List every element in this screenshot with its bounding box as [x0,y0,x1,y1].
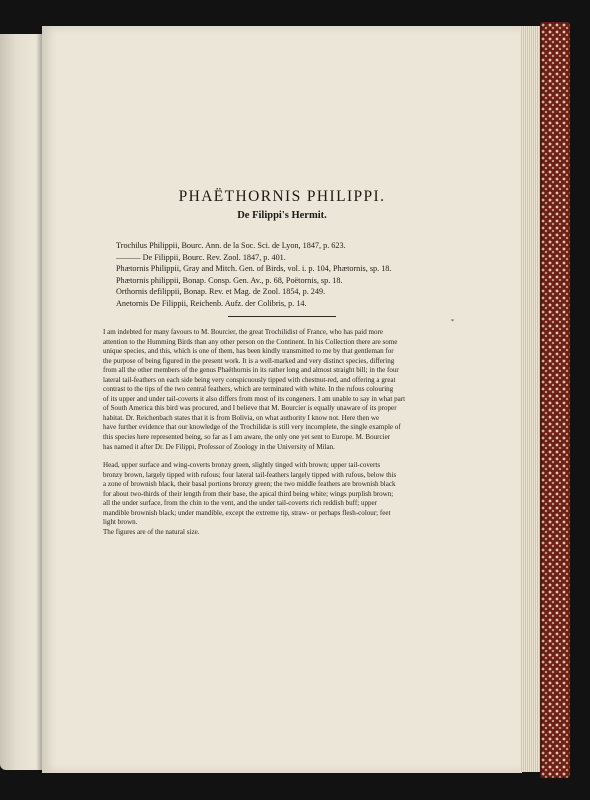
text-line: lateral tail-feathers on each side being very conspicuously tipped with chestnut-red, and offering a great [103,375,396,384]
text-line: contrast to the tips of the two central feathers, which are terminated with white. In the rufous colouring [103,385,394,394]
text-line: attention to the Humming Birds than any other person on the Continent. In his Collection there are some [103,337,398,346]
section-divider [228,316,336,317]
text-line: habitat. Dr. Reichenbach states that it is from Bolivia, on what authority I know not. Here then we [103,413,380,422]
paragraph-description [103,461,487,528]
page-edges [520,26,540,772]
text-line: the purpose of being figured in the present work. It is a well-marked and very distinct species, differing [103,356,395,365]
synonym-line: Trochilus Philippii, Bourc. Ann. de la Soc. Sci. de Lyon, 1847, p. 623. [116,241,346,250]
text-line: of South America this bird was procured, and I believe that M. Bourcier is equally unaware of its proper [103,404,397,413]
text-line: from all the other members of the genus Phaëthornis in its rather long and almost straight bill; in the four [103,366,399,375]
text-line: mandible brownish black; under mandible, except the extreme tip, straw- or perhaps flesh-colour; feet [103,508,391,517]
text-line: a zone of brownish black, their basal portions bronzy green; the two middle feathers are brownish black [103,480,396,489]
text-line: unique species, and this, which is one of them, has been kindly transmitted to me by that gentleman for [103,347,394,356]
text-line: all the under surface, from the chin to the vent, and the under tail-coverts rich reddish buff; upper [103,499,378,508]
text-line: The figures are of the natural size. [103,527,200,536]
synonym-line: Phætornis Philippii, Gray and Mitch. Gen. of Birds, vol. i. p. 104, Phætornis, sp. 18. [116,264,392,274]
synonymy-list [116,240,496,310]
text-line: this species here represented being, so far as I am aware, the only one yet sent to Europe. M. Bourcier [103,433,391,442]
text-line: I am indebted for many favours to M. Bourcier, the great Trochilidist of France, who has paid more [103,328,383,336]
text-line: have further evidence that our knowledge of the Trochilidæ is still very incomplete, the single example of [103,423,401,432]
body-text [103,328,487,537]
page-subtitle: De Filippi's Hermit. [237,210,327,221]
marbled-cover-edge [540,22,570,778]
text-line: has named it after Dr. De Filippi, Professor of Zoology in the University of Milan. [103,442,335,451]
text-line: Head, upper surface and wing-coverts bronzy green, slightly tinged with brown; upper tail-coverts [103,461,381,470]
paragraph-note [103,528,487,538]
page-title: PHAËTHORNIS PHILIPPI. [178,188,386,205]
synonym-line: Orthornis defilippii, Bonap. Rev. et Mag. de Zool. 1854, p. 249. [116,287,326,297]
text-line: light brown. [103,518,138,527]
synonym-line: Anetornis De Filippii, Reichenb. Aufz. der Colibris, p. 14. [116,298,307,308]
synonym-line: Phætornis philippii, Bonap. Consp. Gen. Av., p. 68, Poëtornis, sp. 18. [116,275,343,285]
text-line: bronzy brown, largely tipped with rufous; four lateral tail-feathers largely tipped with rufous, below this [103,470,397,479]
footnote-mark: * [451,319,454,325]
text-line: of its upper and under tail-coverts it also differs from most of its congeners. I am unable to say in what part [103,394,406,403]
paragraph-intro [103,328,487,452]
synonym-line: ——— De Filippii, Bourc. Rev. Zool. 1847, p. 401. [116,252,286,262]
text-line: for about two-thirds of their length from their base, the apical third being white; wings purplish brown; [103,489,394,498]
